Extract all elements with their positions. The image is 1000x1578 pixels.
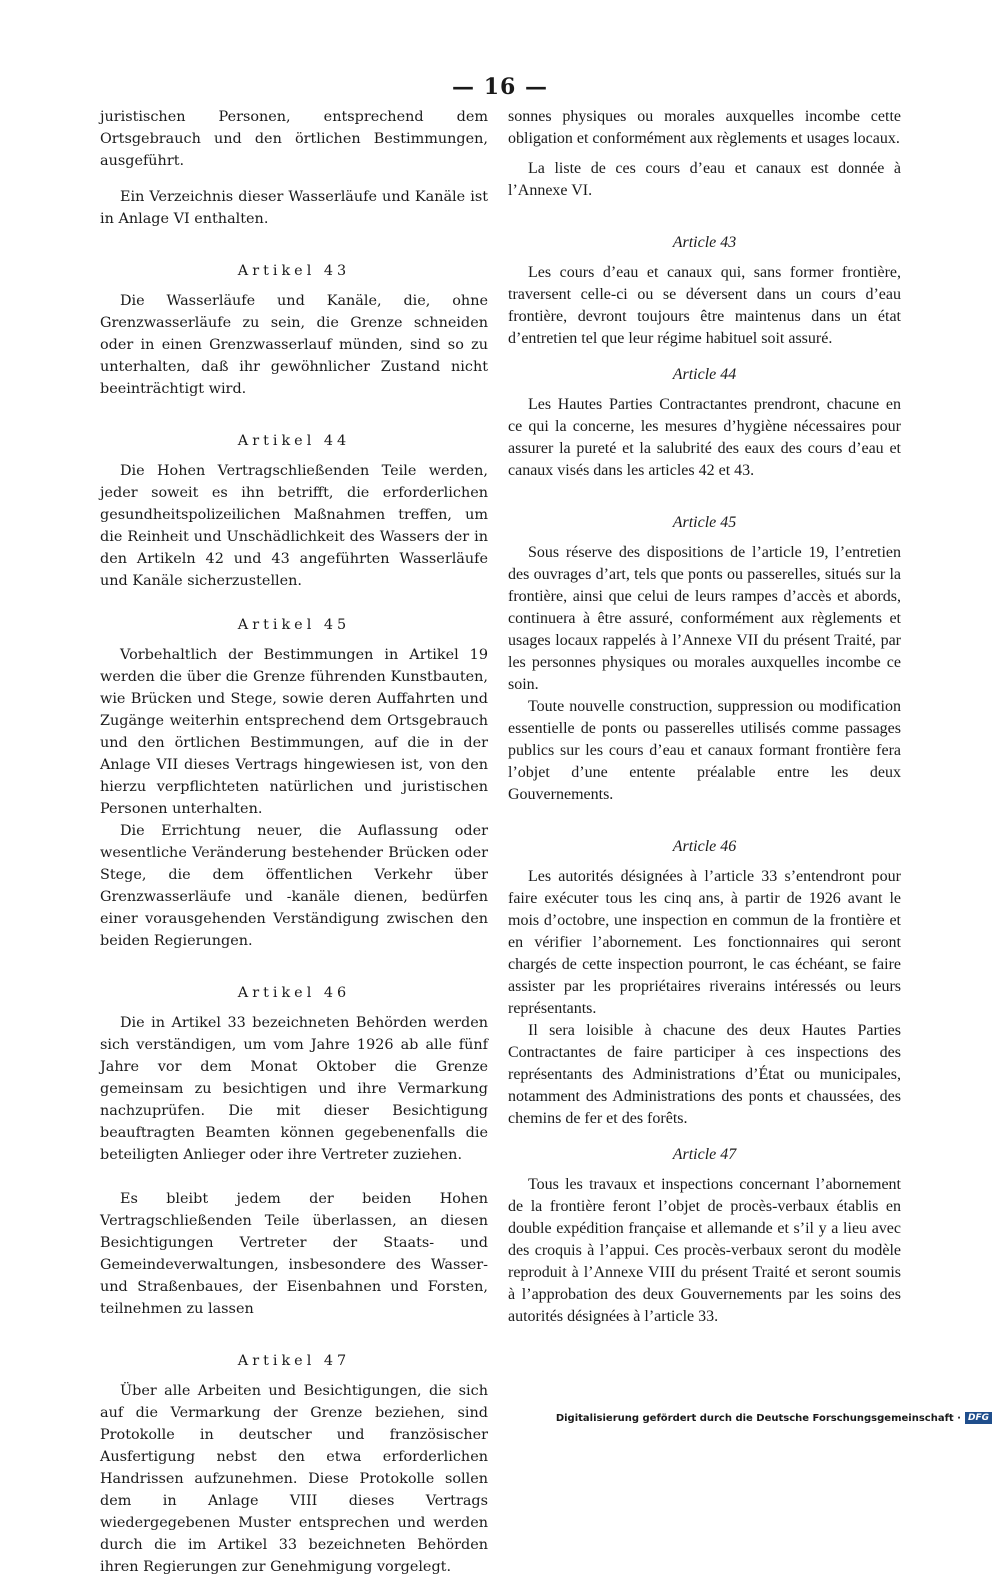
german-article-44-heading: Artikel 44 xyxy=(237,433,351,449)
french-article-44-text: Les Hautes Parties Contractantes prendront, chacune en ce qui la concerne, les mesures d’hygiène nécessaires pour assurer la pureté et la salubrité des eaux des cours d’eau et canaux visés dans les articles 42 et 43. xyxy=(508,396,901,479)
german-article-45-text-1: Vorbehaltlich der Bestimmungen in Artikel 19 werden die über die Grenze führenden Kunstbauten, wie Brücken und Stege, sowie deren Auffahrten und Zugänge weiterhin entsprechend dem Ortsgebrauch und den örtlichen Bestimmungen, auf die in der Anlage VII dieses Vertrags hingewiesen ist, von den hierzu verpflichteten natürlichen und juristischen Personen unterhalten. xyxy=(100,647,488,817)
german-article-47-heading: Artikel 47 xyxy=(237,1353,351,1369)
french-intro-paragraph: sonnes physiques ou morales auxquelles incombe cette obligation et conformément aux règlements et usages locaux. xyxy=(508,108,901,147)
french-article-47-heading: Article 47 xyxy=(672,1146,737,1163)
german-article-46-text-2: Es bleibt jedem der beiden Hohen Vertragschließenden Teile überlassen, an diesen Besichtigungen Vertreter der Staats- und Gemeindeverwaltungen, insbesondere des Wasser- und Straßenbaues, der Eisenbahnen und Forsten, teilnehmen zu lassen xyxy=(100,1191,488,1317)
french-article-44-heading: Article 44 xyxy=(672,366,737,383)
german-article-43-text: Die Wasserläufe und Kanäle, die, ohne Grenzwasserläufe zu sein, die Grenze schneiden oder in einen Grenzwasserlauf münden, sind so zu unterhalten, daß ihr gewöhnlicher Zustand nicht beeinträchtigt wird. xyxy=(100,293,488,397)
german-article-46-text-1: Die in Artikel 33 bezeichneten Behörden werden sich verständigen, um vom Jahre 1926 ab alle fünf Jahre vor dem Monat Oktober die Grenze gemeinsam zu besichtigen und ihre Vermarkung nachzuprüfen. Die mit dieser Besichtigung beauftragten Beamten können gegebenenfalls die beteiligten Anlieger oder ihre Vertreter zuziehen. xyxy=(100,1015,488,1163)
digitization-credit xyxy=(556,1412,992,1424)
german-article-43-heading: Artikel 43 xyxy=(237,263,351,279)
french-article-47-text: Tous les travaux et inspections concernant l’abornement de la frontière feront l’objet de procès-verbaux établis en double expédition française et allemande et s’il y a lieu avec des croquis à l’appui. Ces procès-verbaux seront du modèle reproduit à l’Annexe VIII du présent Traité et seront soumis à l’approbation des deux Gouvernements par les soins des autorités désignées à l’article 33. xyxy=(508,1176,901,1325)
french-article-45-text-2: Toute nouvelle construction, suppression ou modification essentielle de ponts ou passerelles utilisés comme passages publics sur les cours d’eau et canaux formant frontière fera l’objet d’une entente préalable entre les deux Gouvernements. xyxy=(508,698,901,803)
page-number: — 16 — xyxy=(452,74,548,100)
french-article-45-heading: Article 45 xyxy=(672,514,737,531)
german-list-paragraph: Ein Verzeichnis dieser Wasserläufe und Kanäle ist in Anlage VI enthalten. xyxy=(100,189,488,227)
french-article-46-heading: Article 46 xyxy=(672,838,737,855)
german-intro-paragraph: juristischen Personen, entsprechend dem Ortsgebrauch und den örtlichen Bestimmungen, ausgeführt. xyxy=(100,109,488,169)
german-article-47-text: Über alle Arbeiten und Besichtigungen, die sich auf die Vermarkung der Grenze beziehen, sind Protokolle in deutscher und französischer Ausfertigung nebst den etwa erforderlichen Handrissen aufzunehmen. Diese Protokolle sollen dem in Anlage VIII dieses Vertrags wiedergegebenen Muster entsprechen und werden durch die im Artikel 33 bezeichneten Behörden ihren Regierungen zur Genehmigung vorgelegt. xyxy=(100,1383,488,1575)
french-article-46-text-1: Les autorités désignées à l’article 33 s’entendront pour faire exécuter tous les cinq ans, à partir de 1926 avant le mois d’octobre, une inspection en commun de la frontière et en vérifier l’abornement. Les fonctionnaires qui seront chargés de cette inspection pourront, le cas échéant, se faire assister par les propriétaires riverains intéressés ou leurs représentants. xyxy=(508,868,901,1017)
french-article-46-text-2: Il sera loisible à chacune des deux Hautes Parties Contractantes de faire participer à ces inspections des représentants des Administrations d’État ou municipales, notamment des Administrations des ponts et chaussées, des chemins de fer et des forêts. xyxy=(508,1022,901,1127)
french-article-43-heading: Article 43 xyxy=(672,234,737,251)
german-article-45-text-2: Die Errichtung neuer, die Auflassung oder wesentliche Veränderung bestehender Brücken oder Stege, die dem öffentlichen Verkehr über Grenzwasserläufe und -kanäle dienen, bedürfen einer vorausgehenden Verständigung zwischen den beiden Regierungen. xyxy=(100,823,488,949)
german-article-46-heading: Artikel 46 xyxy=(237,985,351,1001)
german-article-44-text: Die Hohen Vertragschließenden Teile werden, jeder soweit es ihn betrifft, die erforderlichen gesundheitspolizeilichen Maßnahmen treffen, um die Reinheit und Unschädlichkeit des Wassers der in den Artikeln 42 und 43 angeführten Wasserläufe und Kanäle sicherzustellen. xyxy=(100,463,488,589)
french-list-paragraph: La liste de ces cours d’eau et canaux est donnée à l’Annexe VI. xyxy=(508,160,901,199)
french-article-43-text: Les cours d’eau et canaux qui, sans former frontière, traversent celle-ci ou se déversent dans un cours d’eau frontière, devront toujours être maintenus dans un état d’entretien tel que leur régime habituel soit assuré. xyxy=(508,264,901,347)
dfg-logo: DFG xyxy=(965,1412,992,1424)
german-article-45-heading: Artikel 45 xyxy=(237,617,351,633)
french-column xyxy=(508,106,901,1328)
german-column xyxy=(100,106,488,1578)
credit-text: Digitalisierung gefördert durch die Deutsche Forschungsgemeinschaft · xyxy=(555,1412,961,1424)
french-article-45-text-1: Sous réserve des dispositions de l’article 19, l’entretien des ouvrages d’art, tels que ponts ou passerelles, situés sur la frontière, ainsi que celui de leurs rampes d’accès et abords, continuera à être assuré, conformément aux règlements et usages locaux rappelés à l’Annexe VII du présent Traité, par les personnes physiques ou morales auxquelles incombe ce soin. xyxy=(508,544,901,693)
